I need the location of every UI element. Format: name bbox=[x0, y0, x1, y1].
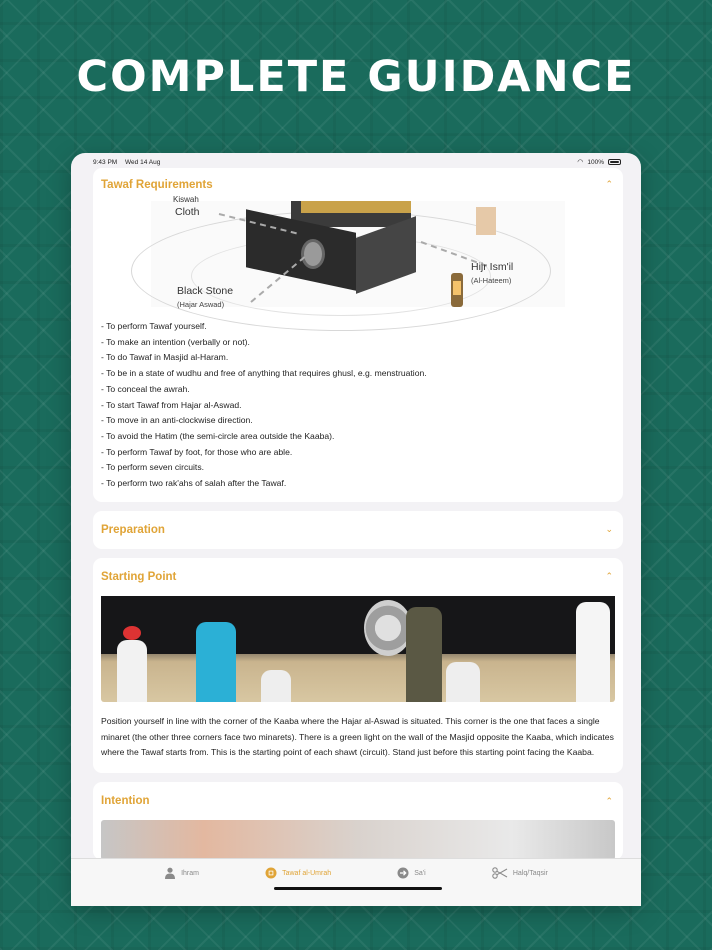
chevron-up-icon[interactable]: ⌃ bbox=[605, 571, 613, 582]
list-item: - To perform Tawaf yourself. bbox=[101, 321, 207, 331]
headline: COMPLETE GUIDANCE bbox=[76, 52, 636, 102]
list-item: - To perform seven circuits. bbox=[101, 462, 204, 473]
arrow-circle-icon bbox=[397, 867, 409, 879]
black-stone-frame bbox=[364, 600, 412, 656]
section-title: Intention bbox=[101, 795, 150, 808]
list-item: - To perform two rak'ahs of salah after the Tawaf. bbox=[101, 478, 287, 489]
chevron-down-icon[interactable]: ⌄ bbox=[605, 524, 613, 535]
tab-ihram[interactable] bbox=[164, 867, 199, 879]
tab-tawaf-al-umrah[interactable] bbox=[265, 867, 331, 879]
section-preparation bbox=[93, 511, 623, 549]
black-stone-marker bbox=[301, 239, 325, 269]
battery-percent: 100% bbox=[587, 158, 604, 166]
hijr-label: Hijr Ism'il bbox=[471, 261, 514, 273]
kaaba-circle-icon bbox=[265, 867, 277, 879]
list-item: - To avoid the Hatim (the semi-circle area outside the Kaaba). bbox=[101, 430, 335, 441]
section-title: Tawaf Requirements bbox=[101, 178, 213, 191]
section-intention bbox=[93, 782, 623, 860]
list-item: - To perform Tawaf by foot, for those who are able. bbox=[101, 446, 293, 457]
list-item: - To move in an anti-clockwise direction. bbox=[101, 415, 253, 426]
section-tawaf-requirements bbox=[93, 168, 623, 502]
kiswah-label: Kiswah bbox=[173, 195, 199, 204]
status-date: Wed 14 Aug bbox=[125, 158, 161, 166]
tawaf-diagram-image bbox=[101, 195, 615, 309]
section-header[interactable] bbox=[93, 782, 623, 820]
status-time: 9:43 PM bbox=[93, 158, 118, 166]
tab-halq-taqsir[interactable] bbox=[492, 867, 548, 879]
chevron-up-icon[interactable]: ⌃ bbox=[605, 179, 613, 189]
list-item: - To be in a state of wudhu and free of anything that requires ghusl, e.g. menstruation. bbox=[101, 368, 427, 379]
tab-label: Ihram bbox=[181, 869, 199, 877]
hajar-aswad-label: (Hajar Aswad) bbox=[177, 300, 225, 309]
tab-label: Halq/Taqsir bbox=[512, 869, 548, 877]
tab-sai[interactable] bbox=[397, 867, 425, 879]
section-title: Starting Point bbox=[101, 570, 177, 583]
intention-photo bbox=[101, 820, 615, 860]
list-item: - To do Tawaf in Masjid al-Haram. bbox=[101, 352, 229, 363]
starting-point-text: Position yourself in line with the corner of the Kaaba where the Hajar al-Aswad is situated. This corner is the one that faces a single minaret (the other three corners face two minarets). There is a green light on the wall of the Masjid opposite the Kaaba, which indicates where the Tawaf starts from. This is the starting point of each shawt (circuit). Stand just before this starting point facing the Kaaba. bbox=[101, 715, 614, 758]
scissors-icon bbox=[492, 867, 508, 879]
tab-bar bbox=[71, 858, 641, 906]
battery-icon bbox=[608, 159, 621, 165]
tab-label: Sa'i bbox=[414, 869, 426, 877]
wifi-icon: ◠ bbox=[577, 159, 584, 166]
section-starting-point bbox=[93, 558, 623, 773]
tablet-screen bbox=[71, 153, 641, 906]
list-item: - To make an intention (verbally or not). bbox=[101, 336, 250, 347]
section-title: Preparation bbox=[101, 523, 165, 536]
home-indicator[interactable] bbox=[274, 887, 442, 890]
status-bar bbox=[71, 153, 641, 171]
list-item: - To conceal the awrah. bbox=[101, 383, 190, 394]
hateem-label: (Al-Hateem) bbox=[471, 276, 512, 285]
person-icon bbox=[164, 867, 176, 879]
tab-label: Tawaf al-Umrah bbox=[282, 869, 332, 877]
list-item: - To start Tawaf from Hajar al-Aswad. bbox=[101, 399, 242, 410]
starting-point-photo bbox=[101, 596, 615, 702]
section-header[interactable] bbox=[93, 511, 623, 549]
chevron-up-icon[interactable]: ⌃ bbox=[605, 795, 613, 806]
cloth-label: Cloth bbox=[175, 206, 200, 218]
content-scroll[interactable] bbox=[93, 168, 623, 869]
black-stone-label: Black Stone bbox=[177, 285, 234, 297]
requirements-list bbox=[93, 307, 623, 502]
section-header[interactable] bbox=[93, 558, 623, 596]
